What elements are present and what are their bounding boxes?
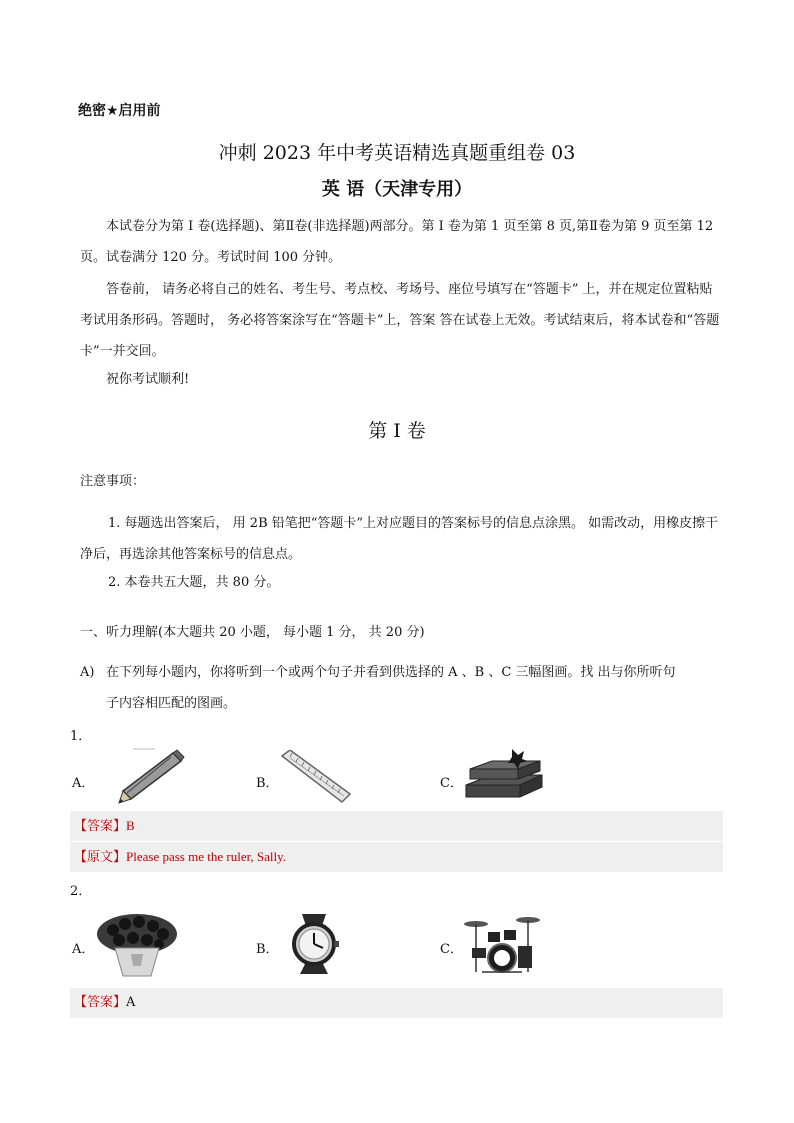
part-a-line-1: 在下列每小题内，你将听到一个或两个句子并看到供选择的 A 、B 、C 三幅图画。找 出与你所听句	[106, 665, 676, 680]
question-1-answer-bar	[70, 811, 723, 841]
question-1-option-a-label: A．	[72, 776, 95, 791]
note-item-1: 1. 每题选出答案后， 用 2B 铅笔把“答题卡”上对应题目的答案标号的信息点涂黑。 如需改动，用橡皮擦干净后，再选涂其他答案标号的信息点。	[80, 516, 719, 562]
pencil-icon	[115, 745, 185, 805]
books-icon	[462, 745, 547, 803]
exam-subtitle: 英 语（天津专用）	[321, 179, 473, 200]
flowers-icon	[95, 910, 179, 978]
part-a-line-2: 子内容相匹配的图画。	[106, 696, 237, 711]
question-2-number: 2．	[70, 884, 92, 899]
note-item-2: 2. 本卷共五大题，共 80 分。	[108, 575, 280, 590]
volume-heading: 第 I 卷	[368, 420, 426, 442]
question-2-answer: A	[126, 995, 136, 1010]
question-1-option-c-label: C．	[440, 776, 463, 791]
intro-paragraph-2: 答卷前， 请务必将自己的姓名、考生号、考点校、考场号、座位号填写在“答题卡” 上，并在规定位置粘贴考试用条形码。答题时， 务必将答案涂写在“答题卡”上，答案 答在试卷上无效。考试结束后，将本试卷和“答题卡”一并交回。	[80, 282, 720, 359]
good-luck-text: 祝你考试顺利!	[106, 372, 190, 387]
intro-paragraph-1: 本试卷分为第 I 卷(选择题)、第Ⅱ卷(非选择题)两部分。第 I 卷为第 1 页至第 8 页,第Ⅱ卷为第 9 页至第 12 页。试卷满分 120 分。考试时间 100 分钟。	[80, 219, 714, 265]
drums-icon	[462, 910, 542, 980]
part-a-instructions	[80, 657, 720, 719]
question-1-source-bar	[70, 842, 723, 872]
notes-heading: 注意事项：	[80, 474, 146, 489]
source-tag: 【原文】	[74, 850, 127, 865]
question-1-option-b-label: B．	[256, 776, 279, 791]
answer-tag: 【答案】	[74, 995, 127, 1010]
watch-icon	[282, 910, 350, 978]
question-2-option-c-label: C．	[440, 942, 463, 957]
section-1-heading: 一、听力理解(本大题共 20 小题， 每小题 1 分， 共 20 分)	[80, 625, 425, 640]
question-2-option-a-label: A．	[72, 942, 95, 957]
question-2-answer-bar	[70, 988, 723, 1018]
ruler-icon	[278, 750, 353, 808]
question-1-source-text: Please pass me the ruler, Sally.	[126, 849, 287, 864]
exam-title: 冲刺 2023 年中考英语精选真题重组卷 03	[218, 142, 576, 164]
question-1-answer: B	[126, 818, 135, 833]
confidential-label: 绝密★启用前	[78, 103, 161, 119]
question-1-number: 1．	[70, 729, 92, 744]
question-2-option-b-label: B．	[256, 942, 279, 957]
part-a-label: A)	[80, 665, 95, 680]
answer-tag: 【答案】	[74, 819, 127, 834]
